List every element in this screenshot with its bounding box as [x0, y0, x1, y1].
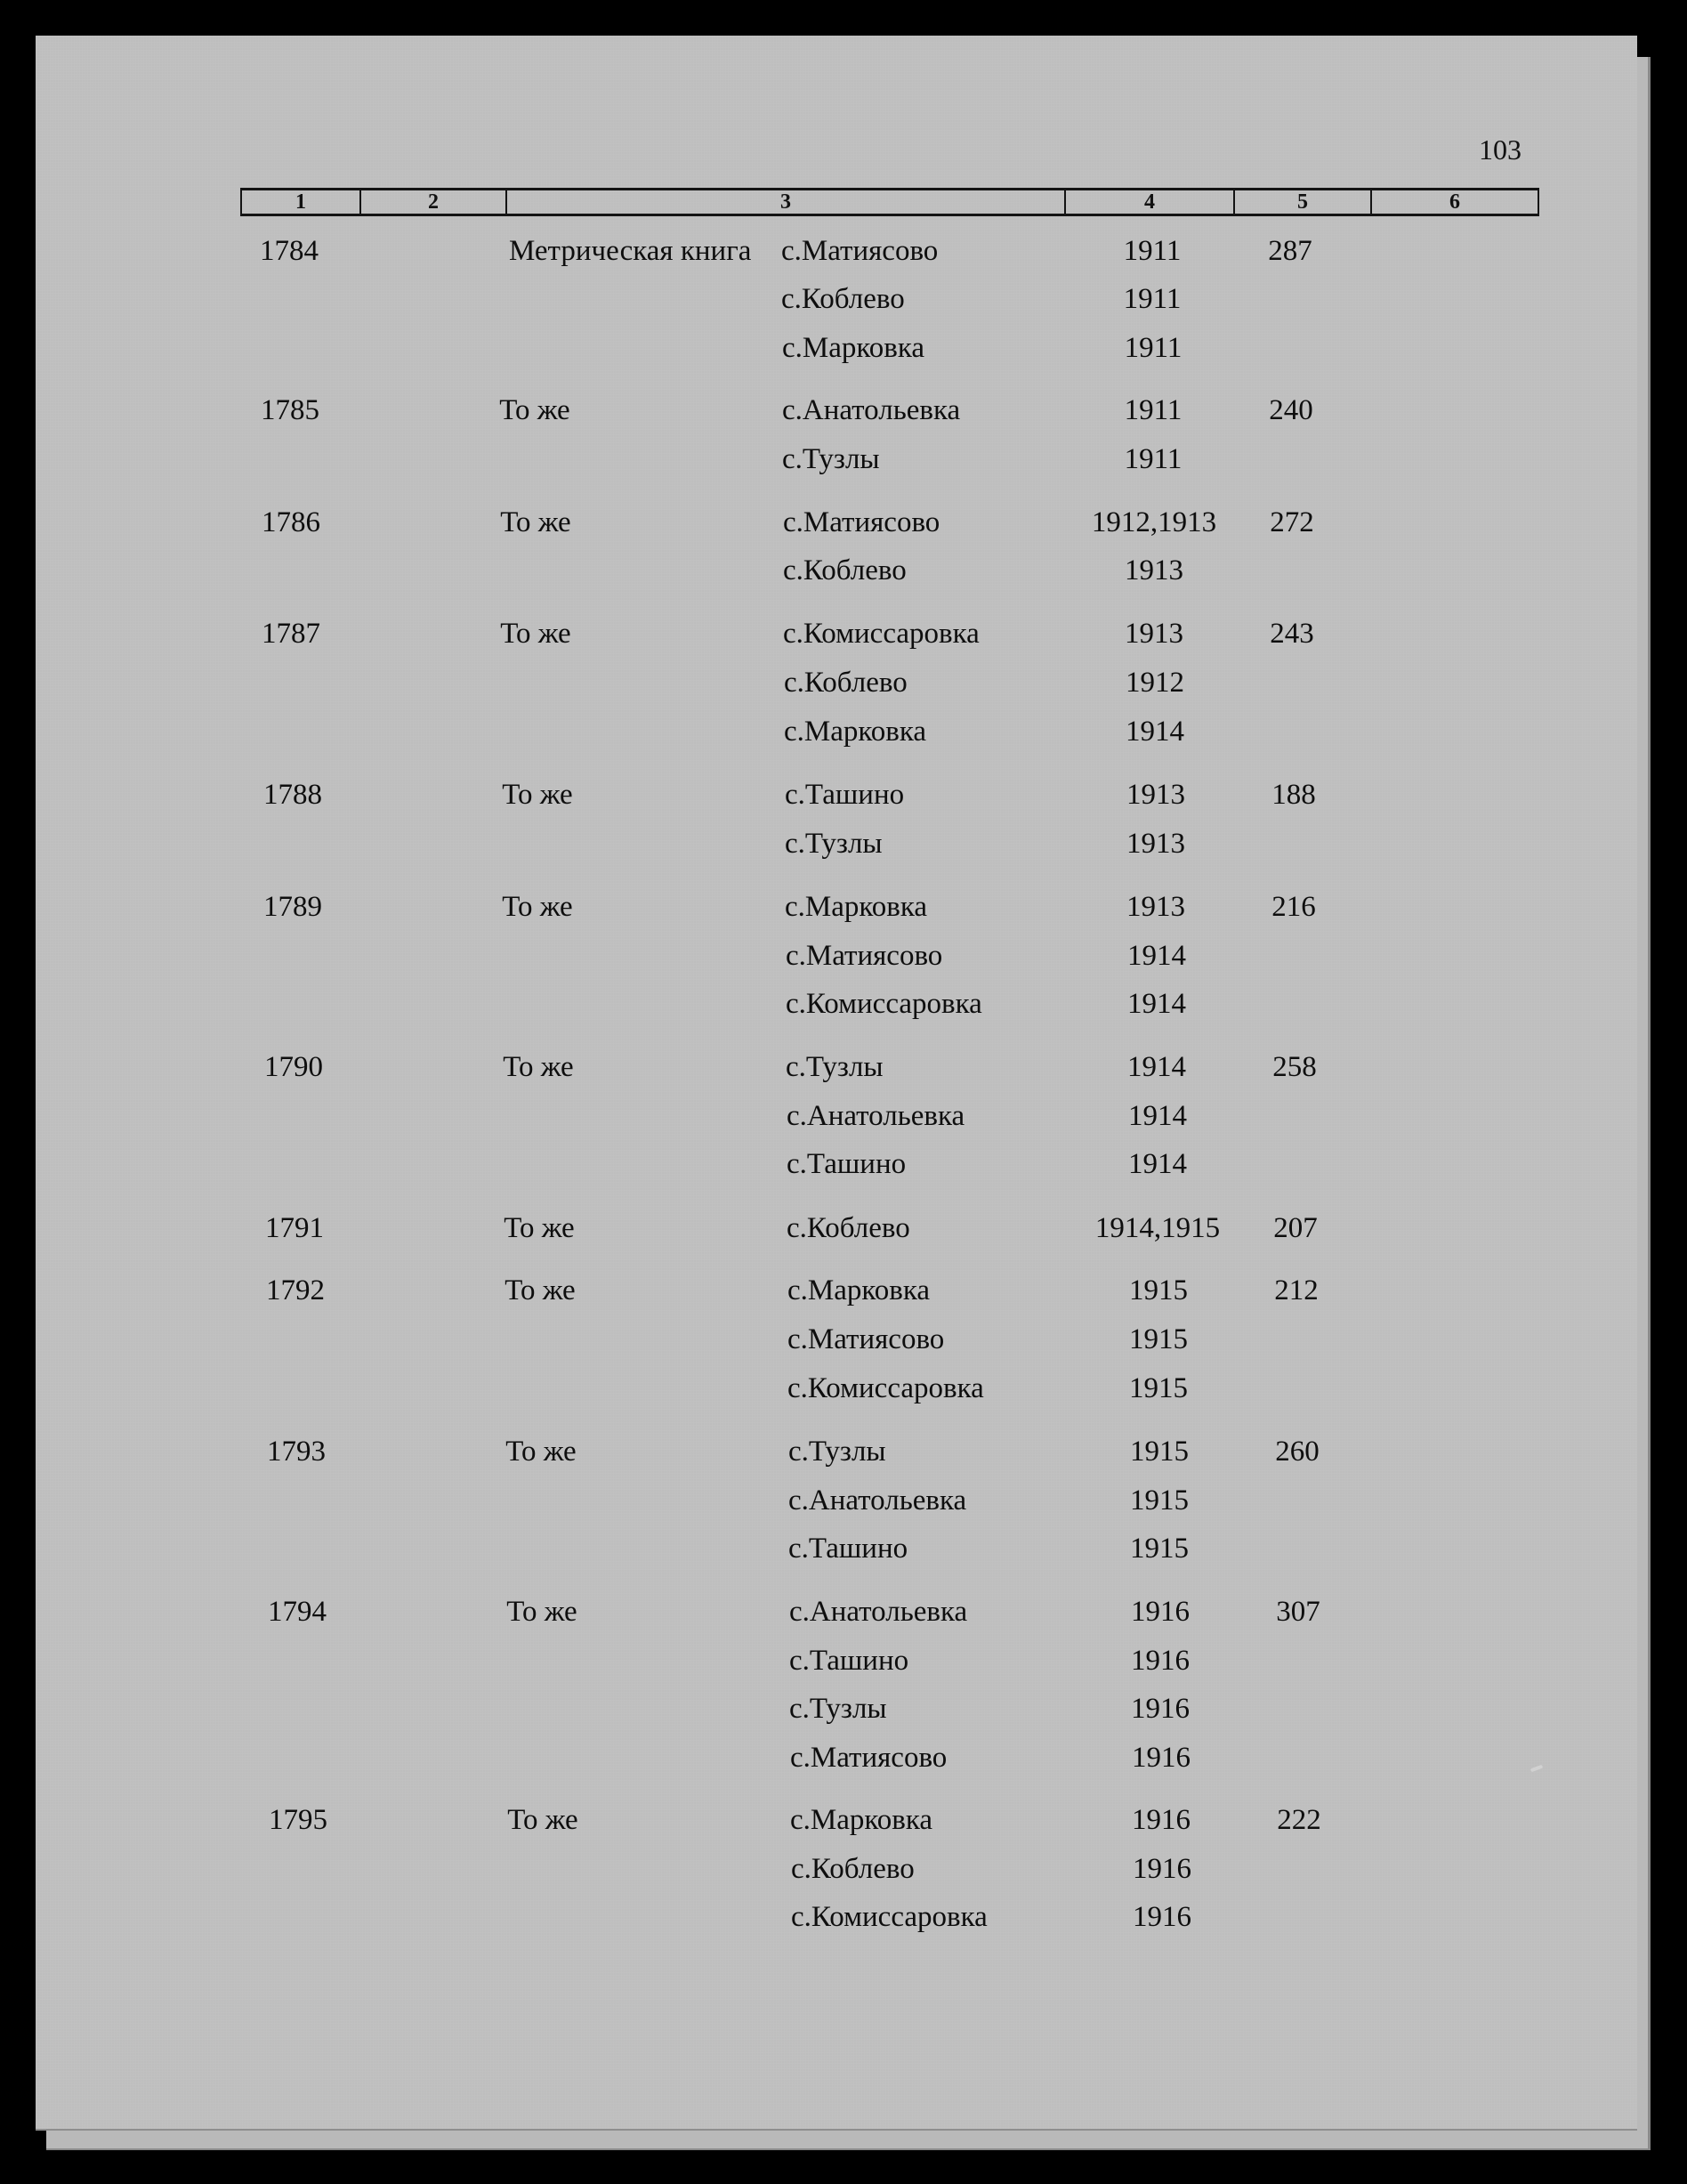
record-year: 1914 [1126, 716, 1184, 748]
column-header-5: 5 [1235, 190, 1372, 214]
record-year: 1913 [1126, 891, 1185, 923]
village-name: с.Комиссаровка [783, 618, 980, 650]
village-name: с.Матиясово [781, 235, 939, 267]
column-header-4: 4 [1066, 190, 1235, 214]
village-name: с.Тузлы [785, 828, 883, 860]
record-year: 1913 [1126, 828, 1185, 860]
record-description: То же [507, 1804, 578, 1836]
village-name: с.Тузлы [786, 1051, 884, 1083]
sheet-count: 222 [1277, 1804, 1321, 1836]
village-name: с.Ташино [787, 1148, 907, 1180]
record-year: 1911 [1123, 283, 1182, 315]
record-description: То же [500, 506, 571, 538]
village-name: с.Матиясово [786, 940, 943, 972]
record-year: 1916 [1133, 1901, 1191, 1933]
record-year: 1916 [1132, 1804, 1191, 1836]
record-year: 1914 [1128, 1100, 1187, 1132]
village-name: с.Тузлы [788, 1436, 886, 1468]
column-header-2: 2 [361, 190, 507, 214]
record-year: 1912,1913 [1091, 506, 1217, 538]
column-header-3: 3 [507, 190, 1066, 214]
village-name: с.Комиссаровка [787, 1372, 984, 1404]
sheet-count: 243 [1270, 618, 1314, 650]
record-number: 1793 [267, 1436, 326, 1468]
sheet-count: 212 [1274, 1274, 1319, 1306]
village-name: с.Матиясово [790, 1742, 948, 1774]
record-year: 1912 [1126, 667, 1184, 699]
record-year: 1914 [1127, 940, 1186, 972]
sheet-count: 307 [1276, 1596, 1320, 1628]
record-year: 1915 [1130, 1484, 1189, 1517]
record-number: 1788 [263, 779, 322, 811]
record-description: То же [506, 1596, 577, 1628]
column-header-6: 6 [1449, 190, 1460, 214]
record-year: 1916 [1131, 1693, 1190, 1725]
village-name: с.Коблево [784, 667, 908, 699]
record-year: 1911 [1123, 235, 1182, 267]
record-year: 1914 [1128, 1148, 1187, 1180]
record-year: 1916 [1132, 1742, 1191, 1774]
sheet-count: 216 [1271, 891, 1316, 923]
record-number: 1795 [269, 1804, 327, 1836]
village-name: с.Марковка [787, 1274, 931, 1306]
sheet-count: 258 [1272, 1051, 1317, 1083]
sheet-count: 272 [1270, 506, 1314, 538]
column-header-row [240, 188, 1539, 216]
sheet-count: 287 [1268, 235, 1312, 267]
record-number: 1791 [265, 1212, 324, 1244]
record-year: 1914 [1127, 988, 1186, 1020]
village-name: с.Матиясово [787, 1323, 945, 1355]
record-description: То же [505, 1436, 577, 1468]
record-number: 1786 [262, 506, 320, 538]
sheet-count: 260 [1275, 1436, 1320, 1468]
record-year: 1915 [1129, 1372, 1188, 1404]
village-name: с.Анатольевка [788, 1484, 967, 1517]
sheet-count: 207 [1273, 1212, 1318, 1244]
village-name: с.Анатольевка [789, 1596, 968, 1628]
record-year: 1911 [1124, 443, 1183, 475]
record-year: 1911 [1124, 332, 1183, 364]
record-number: 1784 [260, 235, 319, 267]
record-year: 1915 [1129, 1323, 1188, 1355]
sheet-count: 188 [1271, 779, 1316, 811]
village-name: с.Ташино [789, 1645, 909, 1677]
village-name: с.Комиссаровка [791, 1901, 988, 1933]
village-name: с.Тузлы [782, 443, 880, 475]
record-number: 1789 [263, 891, 322, 923]
village-name: с.Марковка [785, 891, 928, 923]
record-year: 1913 [1125, 618, 1183, 650]
record-year: 1915 [1130, 1533, 1189, 1565]
record-description: То же [504, 1274, 576, 1306]
record-year: 1916 [1133, 1853, 1191, 1885]
village-name: с.Коблево [787, 1212, 910, 1244]
record-description: Метрическая книга [509, 235, 752, 267]
record-description: То же [502, 891, 573, 923]
record-description: То же [502, 779, 573, 811]
record-number: 1785 [261, 394, 319, 426]
village-name: с.Марковка [782, 332, 925, 364]
sheet-count: 240 [1269, 394, 1313, 426]
record-year: 1913 [1125, 554, 1183, 586]
village-name: с.Коблево [783, 554, 907, 586]
village-name: с.Коблево [781, 283, 905, 315]
page-number: 103 [1479, 133, 1522, 166]
village-name: с.Ташино [788, 1533, 908, 1565]
record-number: 1792 [266, 1274, 325, 1306]
village-name: с.Комиссаровка [786, 988, 982, 1020]
village-name: с.Коблево [791, 1853, 915, 1885]
village-name: с.Анатольевка [782, 394, 961, 426]
column-header-1: 1 [242, 190, 361, 214]
record-year: 1911 [1124, 394, 1183, 426]
record-year: 1916 [1131, 1645, 1190, 1677]
village-name: с.Марковка [784, 716, 927, 748]
record-year: 1915 [1130, 1436, 1189, 1468]
record-description: То же [504, 1212, 575, 1244]
record-year: 1913 [1126, 779, 1185, 811]
record-year: 1914 [1127, 1051, 1186, 1083]
record-number: 1787 [262, 618, 320, 650]
village-name: с.Марковка [790, 1804, 933, 1836]
record-number: 1790 [264, 1051, 323, 1083]
record-year: 1916 [1131, 1596, 1190, 1628]
village-name: с.Матиясово [783, 506, 940, 538]
record-year: 1915 [1129, 1274, 1188, 1306]
record-description: То же [499, 394, 570, 426]
village-name: с.Анатольевка [787, 1100, 965, 1132]
record-description: То же [503, 1051, 574, 1083]
record-description: То же [500, 618, 571, 650]
village-name: с.Ташино [785, 779, 905, 811]
village-name: с.Тузлы [789, 1693, 887, 1725]
record-year: 1914,1915 [1094, 1212, 1221, 1244]
record-number: 1794 [268, 1596, 327, 1628]
